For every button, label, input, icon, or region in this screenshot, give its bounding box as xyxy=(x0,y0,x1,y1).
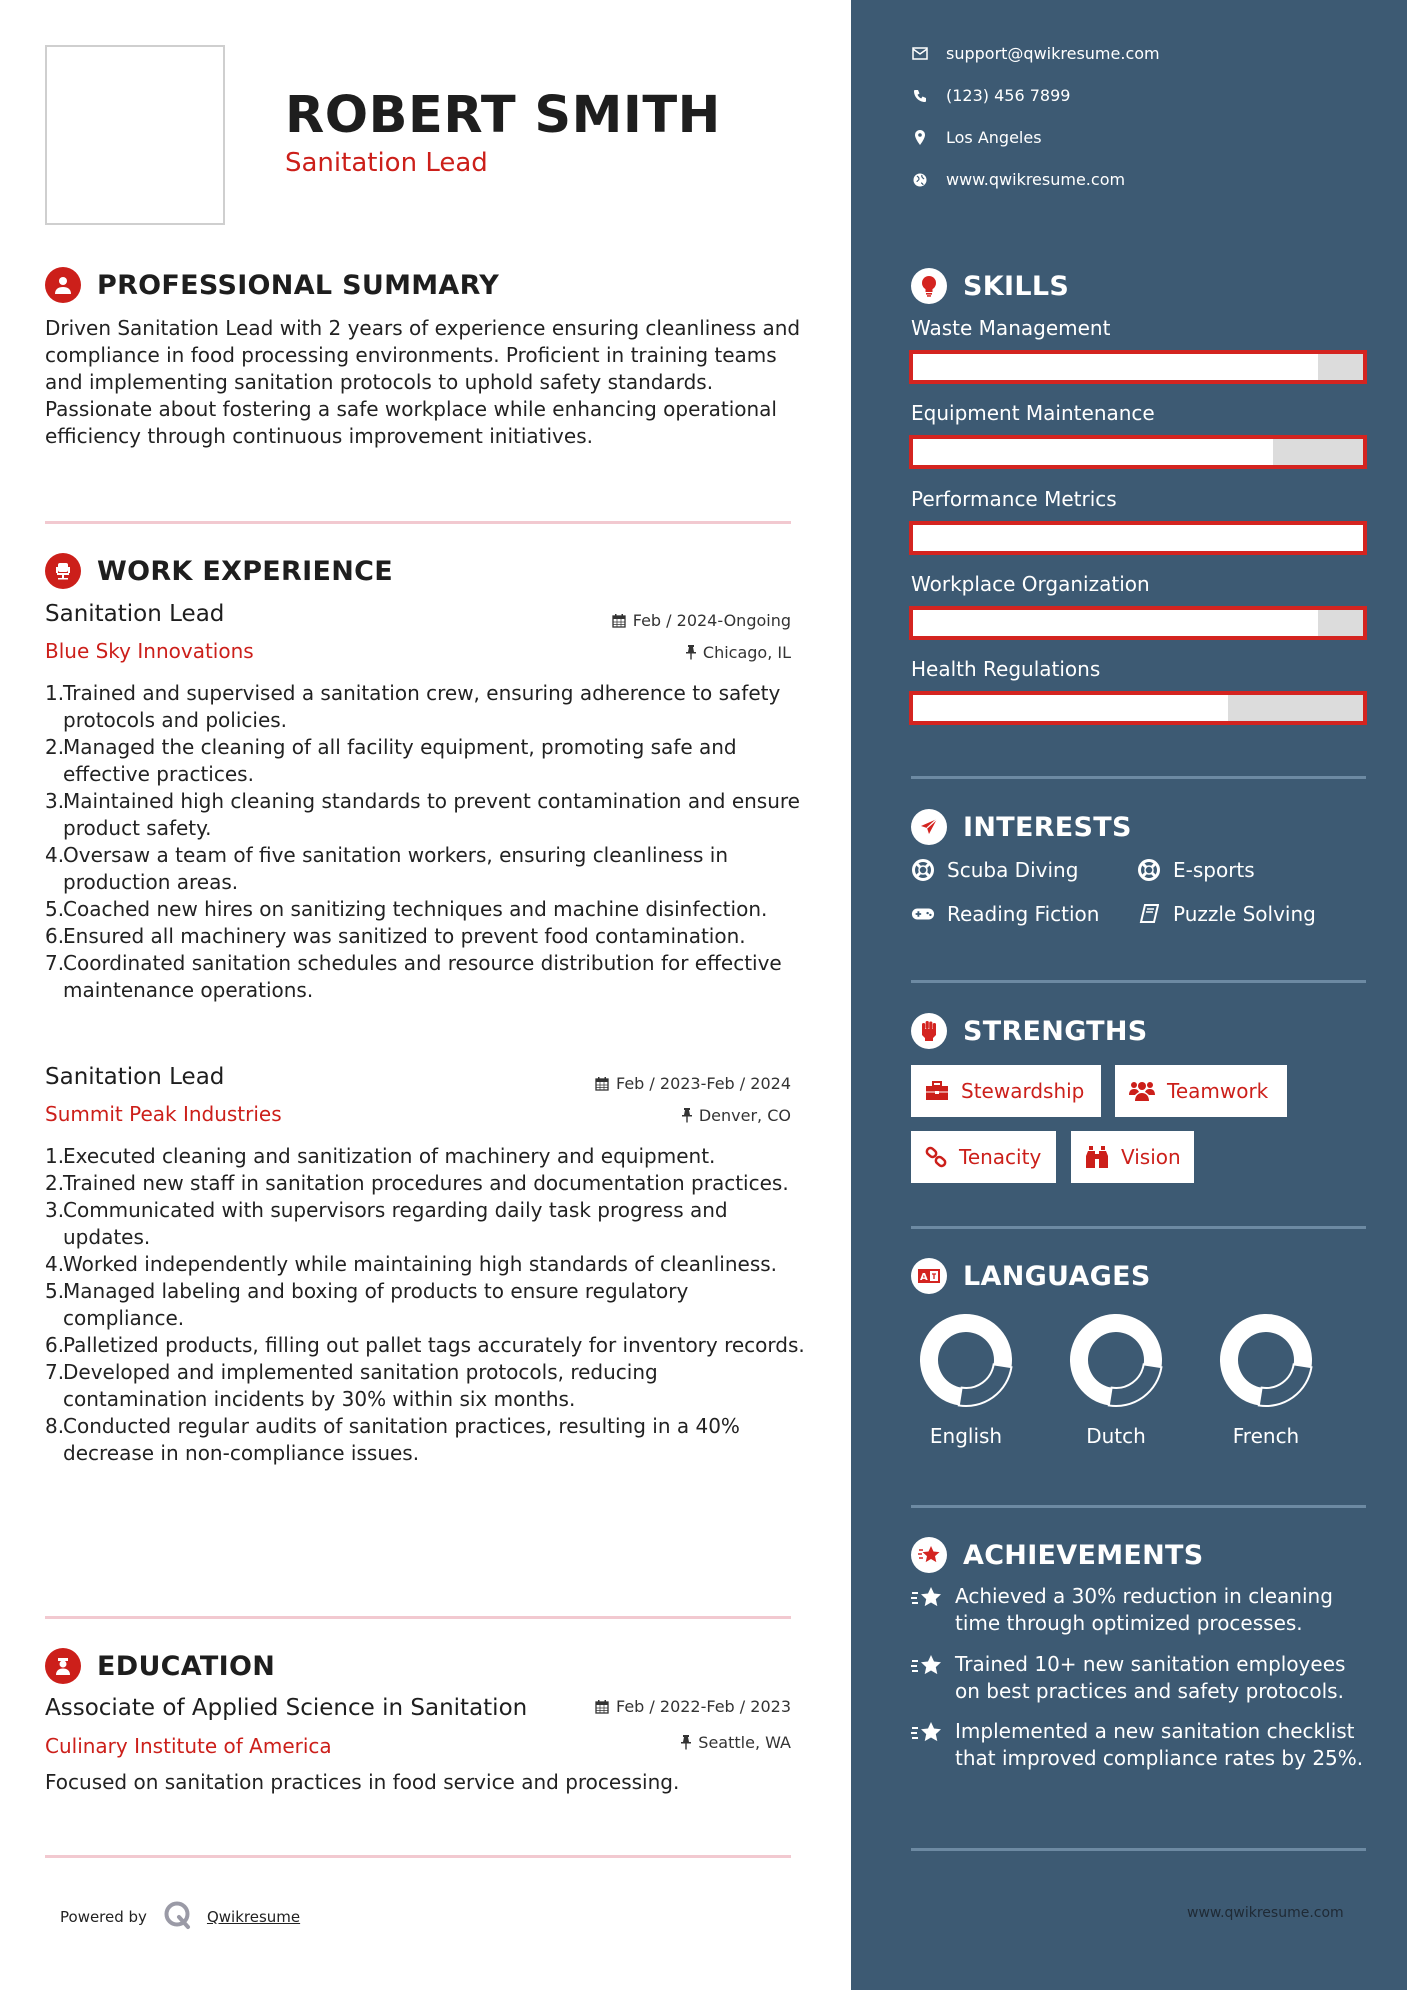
skill-bar xyxy=(909,350,1367,384)
skill-bar-fill xyxy=(913,354,1318,380)
list-item: 5. Coached new hires on sanitizing techniques and machine disinfection. xyxy=(45,897,768,921)
skill-bar xyxy=(909,521,1367,555)
job-title: Sanitation Lead xyxy=(45,601,225,627)
life-ring-icon xyxy=(911,858,935,882)
interest-item: Scuba Diving xyxy=(911,858,1078,882)
language-label: French xyxy=(1232,1424,1300,1448)
life-ring-icon xyxy=(1137,858,1161,882)
lightbulb-icon xyxy=(911,268,947,304)
skill-label: Health Regulations xyxy=(911,657,1101,681)
language-donut-chart xyxy=(918,1312,1014,1408)
language-item xyxy=(1211,1312,1321,1448)
strength-tag: Tenacity xyxy=(911,1131,1056,1183)
job-title: Sanitation Lead xyxy=(45,1064,225,1090)
envelope-icon xyxy=(911,45,929,63)
language-item xyxy=(911,1312,1021,1448)
briefcase-icon xyxy=(925,1081,949,1101)
list-item: 1. Trained and supervised a sanitation crew, ensuring adherence to safety protocols and policies. xyxy=(45,681,781,732)
phone-icon xyxy=(911,87,929,105)
summary-heading xyxy=(45,267,499,303)
language-label: Dutch xyxy=(1086,1424,1146,1448)
skill-bar-fill xyxy=(913,695,1228,721)
list-item: 7. Developed and implemented sanitation protocols, reducing contamination incidents by 30% within six months. xyxy=(45,1360,658,1411)
star-icon xyxy=(911,1651,945,1705)
link-icon xyxy=(925,1146,947,1168)
gamepad-icon xyxy=(911,902,935,926)
graduate-icon xyxy=(45,1648,81,1684)
candidate-role: Sanitation Lead xyxy=(285,148,488,178)
job-dates: Feb / 2024-Ongoing xyxy=(612,611,791,630)
education-location: Seattle, WA xyxy=(681,1733,791,1752)
users-icon xyxy=(1129,1080,1155,1102)
education-title: EDUCATION xyxy=(97,1650,276,1682)
list-item: 3. Maintained high cleaning standards to prevent contamination and ensure product safety. xyxy=(45,789,800,840)
contact-email: support@qwikresume.com xyxy=(911,44,1160,63)
list-item: 6. Ensured all machinery was sanitized to prevent food contamination. xyxy=(45,924,746,948)
summary-title: PROFESSIONAL SUMMARY xyxy=(97,269,500,301)
interest-item: Reading Fiction xyxy=(911,902,1099,926)
contact-website xyxy=(911,170,1125,189)
powered-by-footer xyxy=(60,1900,300,1934)
degree-name: Associate of Applied Science in Sanitation xyxy=(45,1695,528,1721)
user-icon xyxy=(45,267,81,303)
website-link[interactable]: www.qwikresume.com xyxy=(946,170,1126,189)
education-dates: Feb / 2022-Feb / 2023 xyxy=(595,1697,791,1716)
pushpin-icon xyxy=(682,1108,692,1123)
translate-icon xyxy=(911,1258,947,1294)
interests-title: INTERESTS xyxy=(963,811,1132,843)
contact-phone: (123) 456 7899 xyxy=(911,86,1070,105)
section-divider xyxy=(45,1616,791,1619)
footer-website[interactable]: www.qwikresume.com xyxy=(1187,1905,1344,1921)
languages-heading xyxy=(911,1258,1151,1294)
skill-bar-fill xyxy=(913,439,1273,465)
achievement-item: Implemented a new sanitation checklist that improved compliance rates by 25%. xyxy=(911,1718,1371,1772)
contact-location: Los Angeles xyxy=(911,128,1042,147)
section-divider xyxy=(911,1848,1366,1851)
skill-bar-fill xyxy=(913,525,1363,551)
interest-item: E-sports xyxy=(1137,858,1255,882)
achievements-title: ACHIEVEMENTS xyxy=(963,1539,1204,1571)
job-bullets xyxy=(45,1143,805,1467)
interests-heading xyxy=(911,809,1132,845)
language-donut-chart xyxy=(1218,1312,1314,1408)
list-item: 3. Communicated with supervisors regarding daily task progress and updates. xyxy=(45,1198,728,1249)
map-pin-icon xyxy=(911,129,929,147)
section-divider xyxy=(911,980,1366,983)
skill-bar xyxy=(909,606,1367,640)
skill-label: Workplace Organization xyxy=(911,572,1150,596)
experience-heading xyxy=(45,553,393,589)
powered-by-label: Powered by xyxy=(60,1908,147,1926)
candidate-name: ROBERT SMITH xyxy=(285,86,721,145)
book-icon xyxy=(1137,902,1161,926)
job-bullets xyxy=(45,680,805,1004)
qwikresume-logo-icon xyxy=(163,1900,193,1934)
list-item: 1. Executed cleaning and sanitization of machinery and equipment. xyxy=(45,1144,716,1168)
pushpin-icon xyxy=(686,645,696,660)
section-divider xyxy=(911,1505,1366,1508)
section-divider xyxy=(911,1226,1366,1229)
company-name: Summit Peak Industries xyxy=(45,1102,282,1126)
skill-label: Waste Management xyxy=(911,316,1111,340)
skills-heading xyxy=(911,268,1069,304)
skill-bar-fill xyxy=(913,610,1318,636)
list-item: 2. Trained new staff in sanitation procedures and documentation practices. xyxy=(45,1171,789,1195)
section-divider xyxy=(911,776,1366,779)
education-description: Focused on sanitation practices in food service and processing. xyxy=(45,1770,680,1794)
strength-tag: Stewardship xyxy=(911,1065,1101,1117)
list-item: 4. Worked independently while maintaining high standards of cleanliness. xyxy=(45,1252,778,1276)
job-location: Denver, CO xyxy=(682,1106,791,1125)
list-item: 4. Oversaw a team of five sanitation workers, ensuring cleanliness in production areas. xyxy=(45,843,728,894)
skill-label: Equipment Maintenance xyxy=(911,401,1155,425)
calendar-icon xyxy=(612,613,626,628)
list-item: 5. Managed labeling and boxing of products to ensure regulatory compliance. xyxy=(45,1279,689,1330)
section-divider xyxy=(45,1855,791,1858)
strengths-heading xyxy=(911,1013,1148,1049)
skills-title: SKILLS xyxy=(963,270,1070,302)
skill-bar xyxy=(909,691,1367,725)
achievements-heading xyxy=(911,1537,1204,1573)
language-donut-chart xyxy=(1068,1312,1164,1408)
sidebar xyxy=(851,0,1407,1990)
list-item: 7. Coordinated sanitation schedules and resource distribution for effective maintenance operations. xyxy=(45,951,782,1002)
binoculars-icon xyxy=(1085,1146,1109,1168)
achievement-item: Trained 10+ new sanitation employees on best practices and safety protocols. xyxy=(911,1651,1371,1705)
list-item: 2. Managed the cleaning of all facility equipment, promoting safe and effective practices. xyxy=(45,735,737,786)
school-name: Culinary Institute of America xyxy=(45,1734,332,1758)
company-name: Blue Sky Innovations xyxy=(45,639,254,663)
globe-icon xyxy=(911,171,929,189)
strength-tag: Vision xyxy=(1071,1131,1194,1183)
office-chair-icon xyxy=(45,553,81,589)
fist-icon xyxy=(911,1013,947,1049)
star-award-icon xyxy=(911,1537,947,1573)
languages-title: LANGUAGES xyxy=(963,1260,1151,1292)
pushpin-icon xyxy=(681,1735,691,1750)
skill-bar xyxy=(909,435,1367,469)
paper-plane-icon xyxy=(911,809,947,845)
section-divider xyxy=(45,521,791,524)
strengths-title: STRENGTHS xyxy=(963,1015,1148,1047)
star-icon xyxy=(911,1583,945,1637)
calendar-icon xyxy=(595,1076,609,1091)
language-item xyxy=(1061,1312,1171,1448)
qwikresume-link[interactable]: Qwikresume xyxy=(206,1908,301,1926)
interest-item: Puzzle Solving xyxy=(1137,902,1316,926)
skill-label: Performance Metrics xyxy=(911,487,1117,511)
experience-title: WORK EXPERIENCE xyxy=(97,555,393,587)
profile-photo-placeholder xyxy=(45,45,225,225)
education-heading xyxy=(45,1648,275,1684)
list-item: 8. Conducted regular audits of sanitation practices, resulting in a 40% decrease in non-compliance issues. xyxy=(45,1414,740,1465)
star-icon xyxy=(911,1718,945,1772)
achievement-item: Achieved a 30% reduction in cleaning time through optimized processes. xyxy=(911,1583,1371,1637)
job-location: Chicago, IL xyxy=(686,643,791,662)
calendar-icon xyxy=(595,1699,609,1714)
list-item: 6. Palletized products, filling out pallet tags accurately for inventory records. xyxy=(45,1333,805,1357)
language-label: English xyxy=(929,1424,1003,1448)
strength-tag: Teamwork xyxy=(1115,1065,1287,1117)
summary-text: Driven Sanitation Lead with 2 years of experience ensuring cleanliness and compliance in food processing environments. Proficient in training teams and implementing sanitation protocols to uphold safety standards. Passionate about fostering a safe workplace while enhancing operational efficiency through continuous improvement initiatives. xyxy=(45,316,801,448)
svg-text:A: A xyxy=(920,1272,928,1283)
job-dates: Feb / 2023-Feb / 2024 xyxy=(595,1074,791,1093)
